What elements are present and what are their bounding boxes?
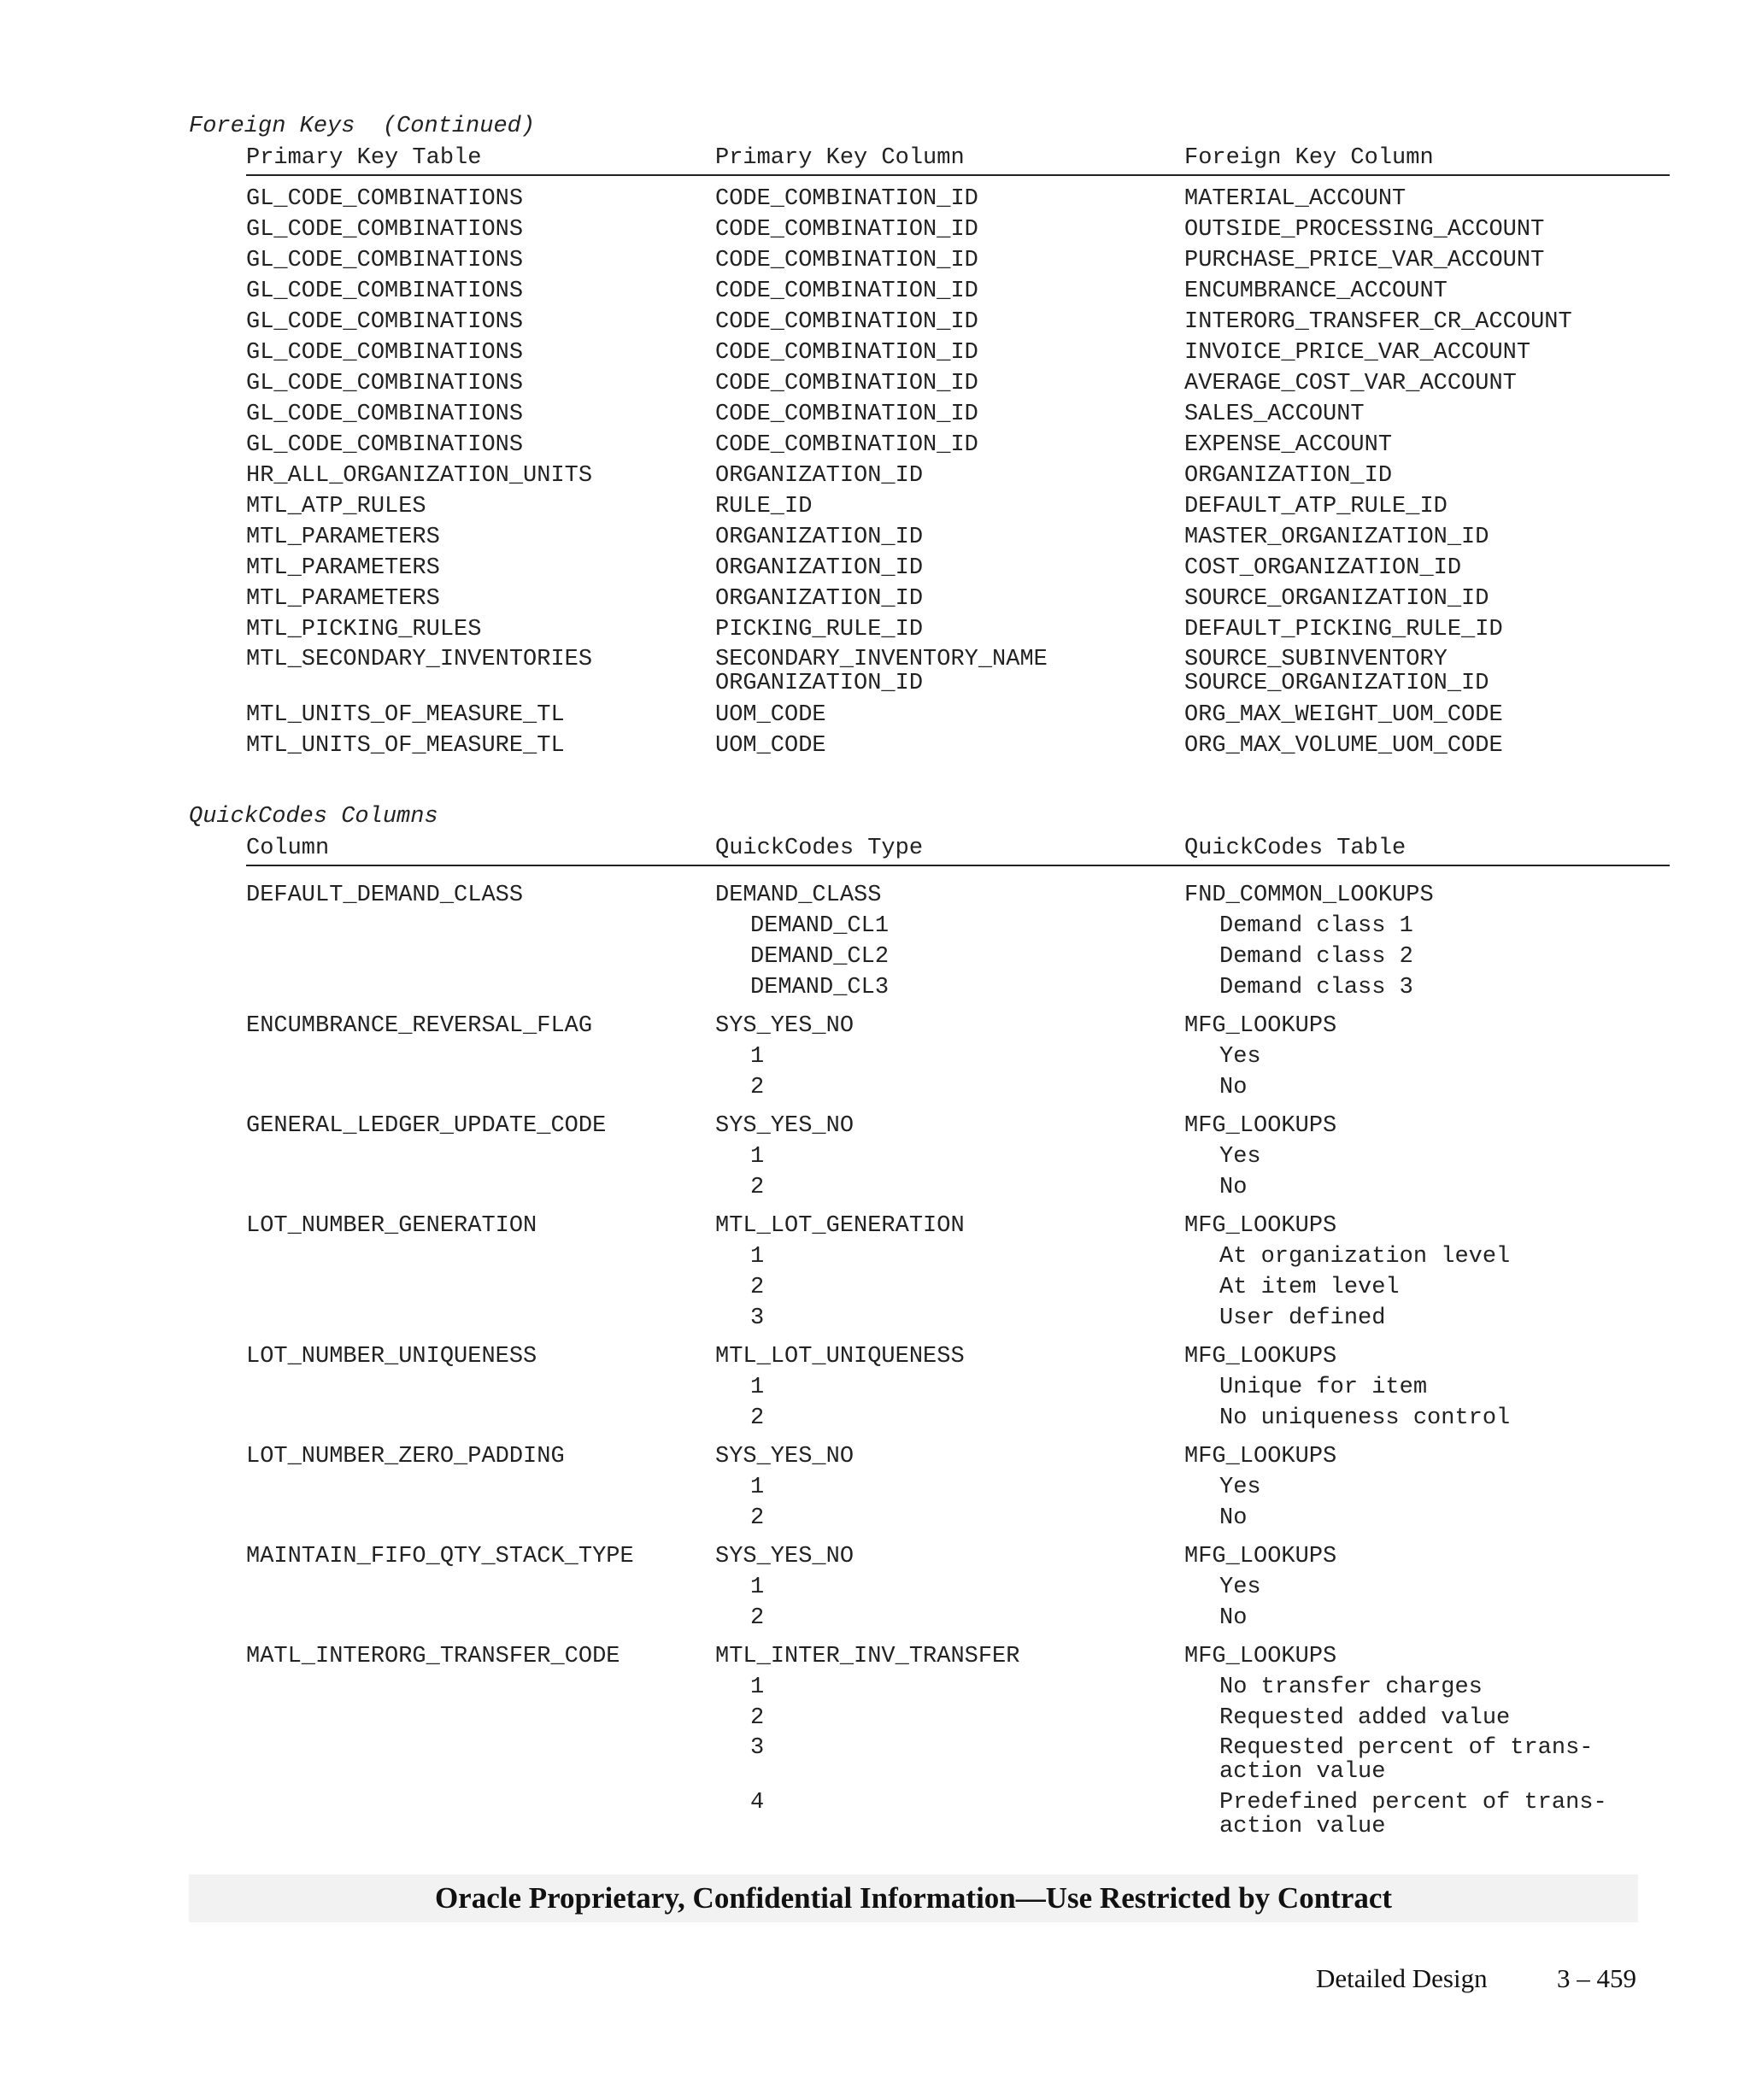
foreign-key-column-cell: INTERORG_TRANSFER_CR_ACCOUNT — [1184, 309, 1572, 335]
quickcode-value: 1 — [750, 1144, 765, 1170]
quickcode-meaning: Yes — [1219, 1475, 1261, 1500]
primary-key-column-cell: ORGANIZATION_ID — [715, 555, 924, 581]
quickcode-value-row — [246, 1733, 1670, 1788]
header-primary-key-column: Primary Key Column — [715, 145, 965, 171]
quickcode-value-row — [246, 1041, 1670, 1072]
quickcodes-rows — [246, 880, 1670, 1843]
quickcode-value: 3 — [750, 1305, 765, 1331]
quickcode-table: MFG_LOOKUPS — [1184, 1213, 1337, 1239]
quickcode-meaning: At organization level — [1219, 1244, 1511, 1270]
quickcode-value: 2 — [750, 1075, 765, 1100]
quickcode-type: SYS_YES_NO — [715, 1444, 854, 1469]
quickcode-value: DEMAND_CL1 — [750, 913, 890, 939]
primary-key-table-cell: MTL_PARAMETERS — [246, 555, 440, 581]
primary-key-column-cell: UOM_CODE — [715, 733, 826, 759]
quickcode-column-row — [246, 1211, 1670, 1241]
primary-key-column-cell: SECONDARY_INVENTORY_NAME ORGANIZATION_ID — [715, 647, 1048, 696]
quickcode-column-row — [246, 1641, 1670, 1672]
quickcode-meaning: Yes — [1219, 1144, 1261, 1170]
primary-key-table-cell: GL_CODE_COMBINATIONS — [246, 402, 524, 427]
quickcode-meaning: Requested percent of trans- action value — [1219, 1735, 1594, 1785]
quickcode-value-row — [246, 972, 1670, 1003]
quickcode-meaning: No — [1219, 1505, 1248, 1531]
header-column: Column — [246, 836, 330, 861]
foreign-key-column-cell: SOURCE_ORGANIZATION_ID — [1184, 586, 1489, 612]
quickcode-value-row — [246, 941, 1670, 972]
table-row — [246, 614, 1670, 645]
table-row — [246, 214, 1670, 245]
quickcode-value-row — [246, 1172, 1670, 1203]
quickcode-value: DEMAND_CL3 — [750, 975, 890, 1000]
quickcode-value-row — [246, 1703, 1670, 1733]
quickcode-table: MFG_LOOKUPS — [1184, 1344, 1337, 1370]
table-row — [246, 700, 1670, 730]
quickcode-group — [246, 1211, 1670, 1334]
quickcode-column-name: MATL_INTERORG_TRANSFER_CODE — [246, 1644, 620, 1669]
quickcode-meaning: Yes — [1219, 1044, 1261, 1070]
quickcode-value: 2 — [750, 1705, 765, 1731]
table-row — [246, 522, 1670, 553]
quickcode-meaning: Predefined percent of trans- action value — [1219, 1790, 1607, 1839]
quickcode-column-row — [246, 1441, 1670, 1472]
primary-key-table-cell: MTL_PICKING_RULES — [246, 617, 482, 642]
foreign-key-column-cell: SOURCE_SUBINVENTORY SOURCE_ORGANIZATION_ID — [1184, 647, 1489, 696]
quickcode-table: MFG_LOOKUPS — [1184, 1444, 1337, 1469]
quickcode-meaning: No uniqueness control — [1219, 1405, 1511, 1431]
primary-key-column-cell: CODE_COMBINATION_ID — [715, 432, 978, 458]
table-row — [246, 645, 1670, 700]
quickcode-value: 2 — [750, 1275, 765, 1300]
primary-key-table-cell: GL_CODE_COMBINATIONS — [246, 248, 524, 273]
quickcode-group — [246, 1011, 1670, 1103]
quickcode-column-row — [246, 1541, 1670, 1572]
primary-key-table-cell: MTL_PARAMETERS — [246, 586, 440, 612]
quickcode-column-name: ENCUMBRANCE_REVERSAL_FLAG — [246, 1013, 593, 1039]
quickcodes-table — [246, 836, 1670, 1843]
quickcode-meaning: User defined — [1219, 1305, 1386, 1331]
quickcode-group — [246, 1441, 1670, 1534]
quickcode-value: DEMAND_CL2 — [750, 944, 890, 970]
table-row — [246, 460, 1670, 491]
quickcode-group — [246, 1541, 1670, 1634]
table-row — [246, 553, 1670, 584]
quickcode-value-row — [246, 1141, 1670, 1172]
table-row — [246, 184, 1670, 214]
primary-key-table-cell: GL_CODE_COMBINATIONS — [246, 279, 524, 304]
quickcode-column-name: LOT_NUMBER_ZERO_PADDING — [246, 1444, 565, 1469]
primary-key-table-cell: GL_CODE_COMBINATIONS — [246, 340, 524, 366]
quickcode-table: MFG_LOOKUPS — [1184, 1113, 1337, 1139]
foreign-key-column-cell: ORG_MAX_VOLUME_UOM_CODE — [1184, 733, 1503, 759]
primary-key-table-cell: GL_CODE_COMBINATIONS — [246, 186, 524, 212]
quickcode-type: MTL_LOT_GENERATION — [715, 1213, 965, 1239]
primary-key-column-cell: CODE_COMBINATION_ID — [715, 309, 978, 335]
header-foreign-key-column: Foreign Key Column — [1184, 145, 1434, 171]
foreign-key-column-cell: MASTER_ORGANIZATION_ID — [1184, 525, 1489, 550]
quickcode-group — [246, 1111, 1670, 1203]
primary-key-column-cell: ORGANIZATION_ID — [715, 525, 924, 550]
foreign-key-column-cell: EXPENSE_ACCOUNT — [1184, 432, 1393, 458]
primary-key-table-cell: MTL_UNITS_OF_MEASURE_TL — [246, 702, 565, 728]
table-row — [246, 730, 1670, 761]
foreign-key-column-cell: DEFAULT_ATP_RULE_ID — [1184, 494, 1448, 519]
foreign-key-column-cell: ORG_MAX_WEIGHT_UOM_CODE — [1184, 702, 1503, 728]
primary-key-table-cell: GL_CODE_COMBINATIONS — [246, 371, 524, 396]
table-row — [246, 399, 1670, 430]
footer-section-title: Detailed Design — [1316, 1963, 1488, 1993]
quickcode-table: FND_COMMON_LOOKUPS — [1184, 883, 1434, 908]
quickcodes-header — [246, 836, 1670, 866]
primary-key-column-cell: PICKING_RULE_ID — [715, 617, 924, 642]
quickcode-table: MFG_LOOKUPS — [1184, 1644, 1337, 1669]
confidential-notice: Oracle Proprietary, Confidential Information––Use Restricted by Contract — [189, 1874, 1638, 1922]
quickcode-column-name: LOT_NUMBER_UNIQUENESS — [246, 1344, 537, 1370]
foreign-key-column-cell: DEFAULT_PICKING_RULE_ID — [1184, 617, 1503, 642]
primary-key-table-cell: MTL_ATP_RULES — [246, 494, 426, 519]
quickcode-value: 1 — [750, 1575, 765, 1600]
primary-key-table-cell: MTL_PARAMETERS — [246, 525, 440, 550]
primary-key-column-cell: RULE_ID — [715, 494, 813, 519]
quickcode-meaning: Demand class 1 — [1219, 913, 1413, 939]
quickcode-column-name: MAINTAIN_FIFO_QTY_STACK_TYPE — [246, 1544, 634, 1569]
quickcode-meaning: No transfer charges — [1219, 1675, 1483, 1700]
table-row — [246, 276, 1670, 307]
quickcode-value: 2 — [750, 1505, 765, 1531]
primary-key-table-cell: HR_ALL_ORGANIZATION_UNITS — [246, 463, 593, 489]
quickcode-column-row — [246, 1111, 1670, 1141]
quickcode-type: MTL_LOT_UNIQUENESS — [715, 1344, 965, 1370]
foreign-key-column-cell: OUTSIDE_PROCESSING_ACCOUNT — [1184, 217, 1545, 243]
quickcode-table: MFG_LOOKUPS — [1184, 1013, 1337, 1039]
quickcode-value: 1 — [750, 1044, 765, 1070]
quickcode-value-row — [246, 1672, 1670, 1703]
table-row — [246, 245, 1670, 276]
quickcode-value-row — [246, 1072, 1670, 1103]
quickcode-type: DEMAND_CLASS — [715, 883, 882, 908]
foreign-key-column-cell: ENCUMBRANCE_ACCOUNT — [1184, 279, 1448, 304]
quickcode-value-row — [246, 1603, 1670, 1634]
quickcode-value: 2 — [750, 1405, 765, 1431]
foreign-key-column-cell: SALES_ACCOUNT — [1184, 402, 1365, 427]
primary-key-column-cell: ORGANIZATION_ID — [715, 463, 924, 489]
quickcode-type: MTL_INTER_INV_TRANSFER — [715, 1644, 1020, 1669]
foreign-keys-title: Foreign Keys (Continued) — [189, 114, 536, 139]
table-row — [246, 307, 1670, 337]
quickcode-meaning: Demand class 2 — [1219, 944, 1413, 970]
quickcode-meaning: No — [1219, 1605, 1248, 1631]
foreign-key-column-cell: MATERIAL_ACCOUNT — [1184, 186, 1406, 212]
quickcode-column-name: GENERAL_LEDGER_UPDATE_CODE — [246, 1113, 607, 1139]
quickcode-value-row — [246, 1788, 1670, 1843]
page-number: 3 – 459 — [1557, 1963, 1636, 1993]
foreign-key-column-cell: ORGANIZATION_ID — [1184, 463, 1393, 489]
primary-key-column-cell: CODE_COMBINATION_ID — [715, 371, 978, 396]
quickcode-group — [246, 1641, 1670, 1843]
table-row — [246, 584, 1670, 614]
quickcode-column-row — [246, 1341, 1670, 1372]
table-row — [246, 368, 1670, 399]
foreign-keys-header — [246, 145, 1670, 176]
header-quickcodes-table: QuickCodes Table — [1184, 836, 1406, 861]
primary-key-table-cell: MTL_UNITS_OF_MEASURE_TL — [246, 733, 565, 759]
quickcode-value-row — [246, 1572, 1670, 1603]
table-row — [246, 491, 1670, 522]
header-primary-key-table: Primary Key Table — [246, 145, 482, 171]
quickcode-column-name: LOT_NUMBER_GENERATION — [246, 1213, 537, 1239]
quickcode-value: 1 — [750, 1675, 765, 1700]
quickcode-value-row — [246, 1241, 1670, 1272]
foreign-key-column-cell: COST_ORGANIZATION_ID — [1184, 555, 1462, 581]
quickcode-group — [246, 1341, 1670, 1434]
quickcode-value-row — [246, 911, 1670, 941]
quickcode-value-row — [246, 1272, 1670, 1303]
quickcode-meaning: No — [1219, 1075, 1248, 1100]
foreign-keys-rows — [246, 184, 1670, 761]
quickcode-value-row — [246, 1503, 1670, 1534]
quickcode-value-row — [246, 1472, 1670, 1503]
quickcode-group — [246, 880, 1670, 1003]
quickcode-meaning: Demand class 3 — [1219, 975, 1413, 1000]
primary-key-column-cell: CODE_COMBINATION_ID — [715, 217, 978, 243]
foreign-key-column-cell: AVERAGE_COST_VAR_ACCOUNT — [1184, 371, 1517, 396]
primary-key-column-cell: CODE_COMBINATION_ID — [715, 279, 978, 304]
quickcode-column-row — [246, 880, 1670, 911]
foreign-key-column-cell: INVOICE_PRICE_VAR_ACCOUNT — [1184, 340, 1531, 366]
primary-key-column-cell: CODE_COMBINATION_ID — [715, 248, 978, 273]
quickcode-value-row — [246, 1303, 1670, 1334]
quickcode-value: 2 — [750, 1175, 765, 1200]
primary-key-table-cell: GL_CODE_COMBINATIONS — [246, 217, 524, 243]
foreign-keys-table — [246, 145, 1670, 761]
quickcode-meaning: Unique for item — [1219, 1375, 1428, 1400]
quickcode-value-row — [246, 1403, 1670, 1434]
primary-key-table-cell: GL_CODE_COMBINATIONS — [246, 309, 524, 335]
quickcode-column-name: DEFAULT_DEMAND_CLASS — [246, 883, 524, 908]
quickcode-value: 1 — [750, 1375, 765, 1400]
quickcode-value: 2 — [750, 1605, 765, 1631]
quickcode-table: MFG_LOOKUPS — [1184, 1544, 1337, 1569]
quickcode-value: 3 — [750, 1735, 765, 1761]
primary-key-column-cell: CODE_COMBINATION_ID — [715, 340, 978, 366]
quickcode-type: SYS_YES_NO — [715, 1013, 854, 1039]
quickcode-meaning: No — [1219, 1175, 1248, 1200]
primary-key-table-cell: GL_CODE_COMBINATIONS — [246, 432, 524, 458]
quickcode-value-row — [246, 1372, 1670, 1403]
primary-key-column-cell: CODE_COMBINATION_ID — [715, 402, 978, 427]
quickcode-meaning: Requested added value — [1219, 1705, 1511, 1731]
table-row — [246, 430, 1670, 460]
primary-key-table-cell: MTL_SECONDARY_INVENTORIES — [246, 647, 593, 672]
header-quickcodes-type: QuickCodes Type — [715, 836, 924, 861]
quickcode-value: 1 — [750, 1244, 765, 1270]
quickcode-value: 4 — [750, 1790, 765, 1816]
quickcode-value: 1 — [750, 1475, 765, 1500]
quickcode-column-row — [246, 1011, 1670, 1041]
quickcode-type: SYS_YES_NO — [715, 1113, 854, 1139]
quickcode-type: SYS_YES_NO — [715, 1544, 854, 1569]
quickcode-meaning: At item level — [1219, 1275, 1400, 1300]
foreign-key-column-cell: PURCHASE_PRICE_VAR_ACCOUNT — [1184, 248, 1545, 273]
primary-key-column-cell: UOM_CODE — [715, 702, 826, 728]
quickcode-meaning: Yes — [1219, 1575, 1261, 1600]
quickcodes-title: QuickCodes Columns — [189, 804, 438, 830]
primary-key-column-cell: CODE_COMBINATION_ID — [715, 186, 978, 212]
table-row — [246, 337, 1670, 368]
primary-key-column-cell: ORGANIZATION_ID — [715, 586, 924, 612]
